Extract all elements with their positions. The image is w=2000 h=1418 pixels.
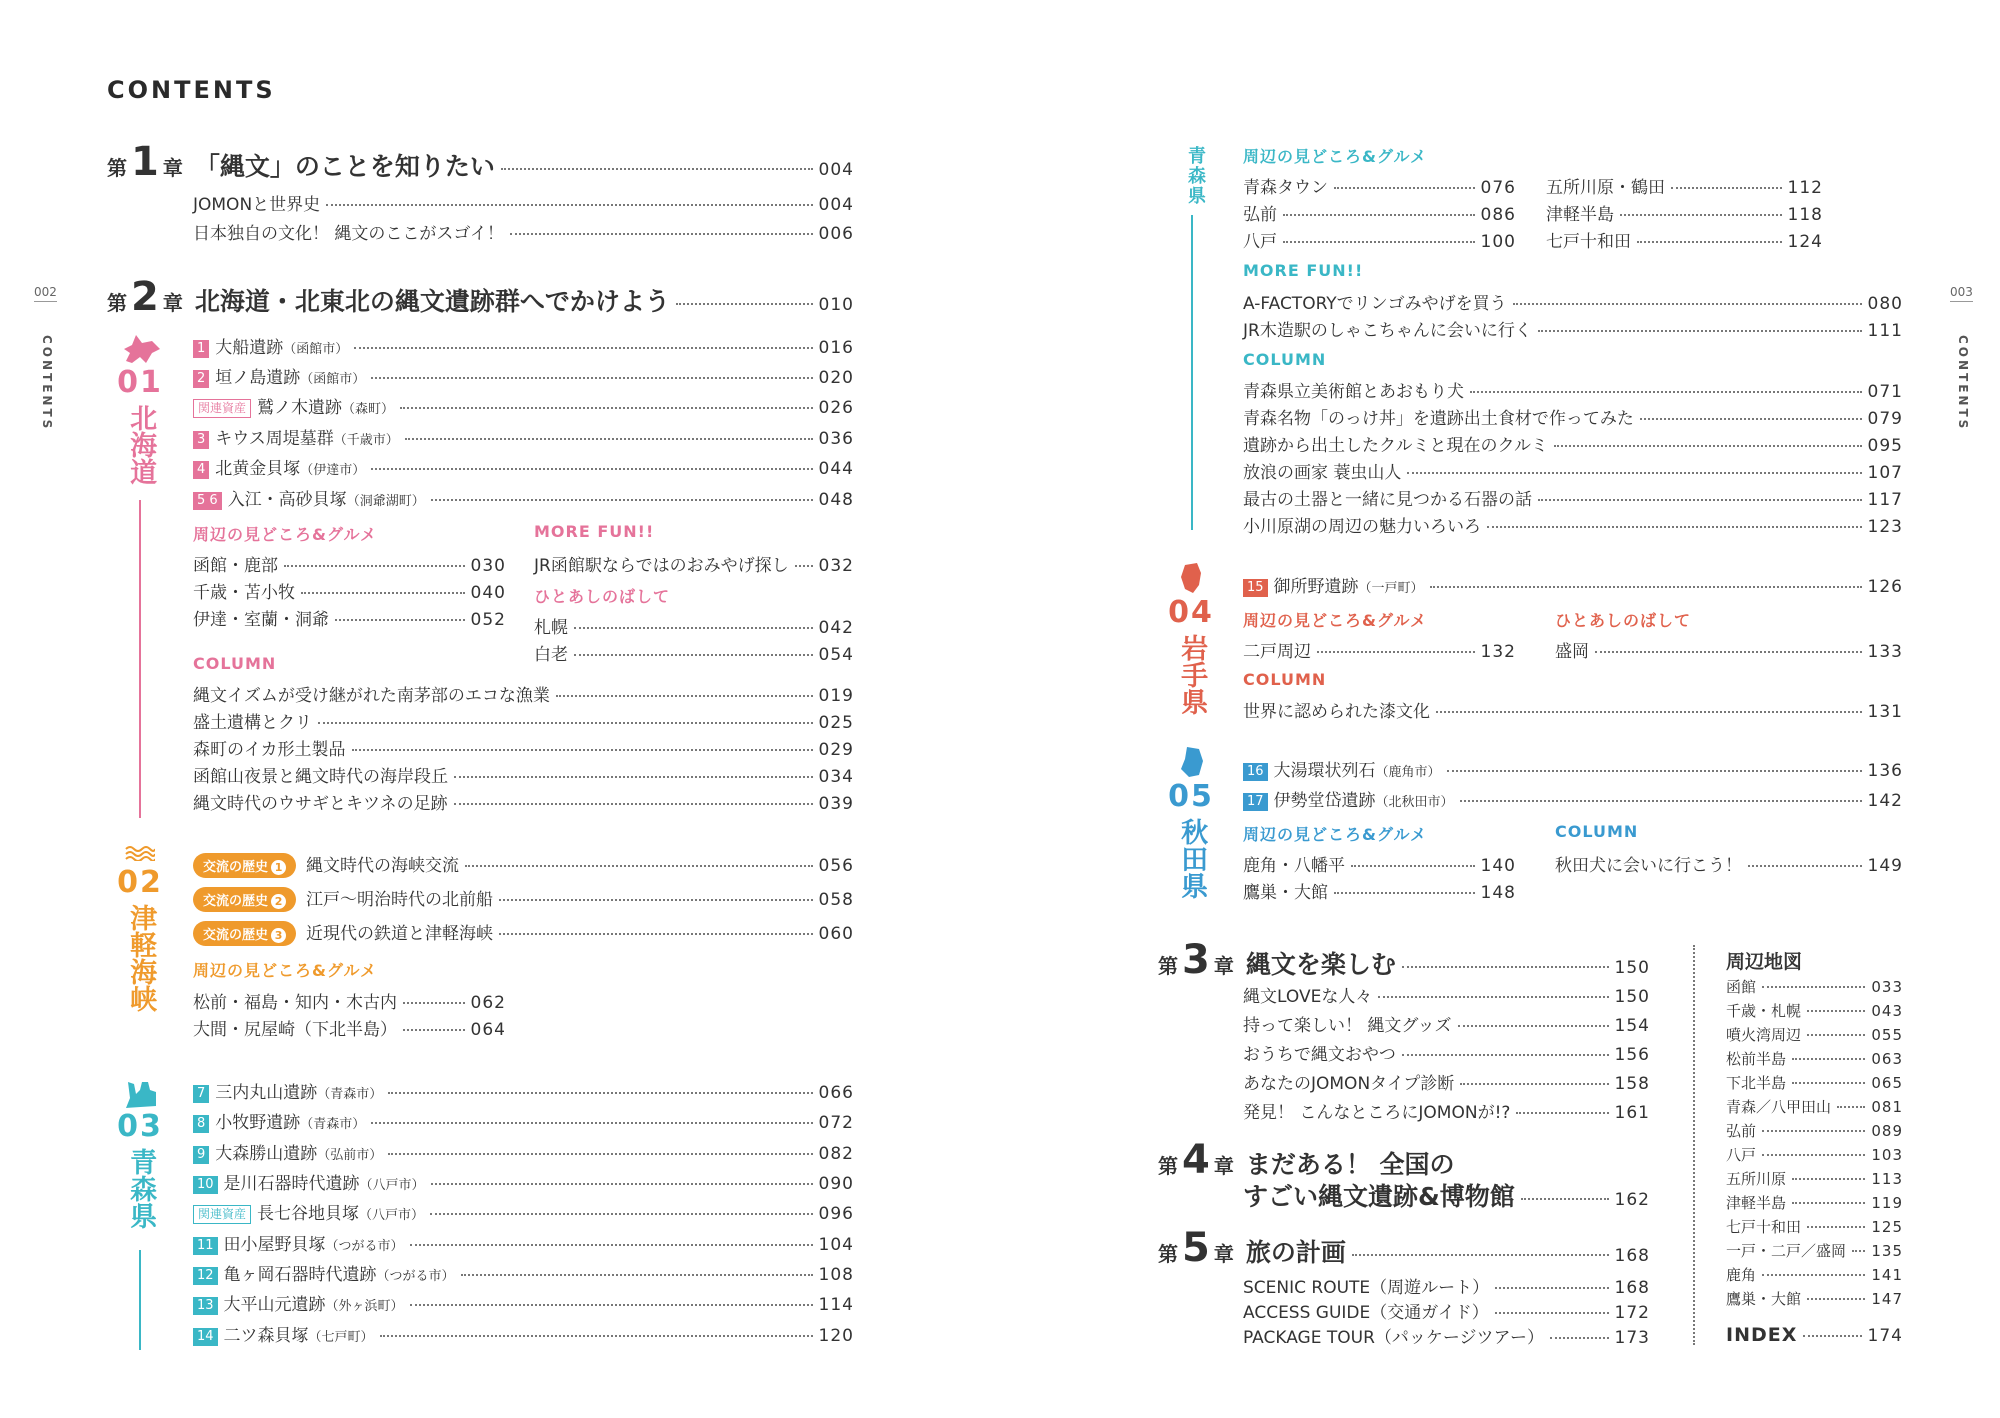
site-entry[interactable]: 10 是川石器時代遺跡（八戸市） 090 bbox=[193, 1169, 854, 1194]
site-entry[interactable]: 2 垣ノ島遺跡（函館市） 020 bbox=[193, 363, 854, 388]
chapter-2-heading[interactable] bbox=[107, 274, 854, 320]
iwate-map-icon bbox=[1179, 563, 1203, 593]
section-column-label: COLUMN bbox=[193, 654, 277, 673]
site-entry[interactable]: 4 北黄金貝塚（伊達市） 044 bbox=[193, 454, 854, 479]
chapter-suffix: 章 bbox=[162, 156, 183, 180]
region-iwate bbox=[1161, 595, 1221, 715]
toc-entry[interactable]: JR木造駅のしゃこちゃんに会いに行く 111 bbox=[1243, 321, 1903, 341]
wave-icon bbox=[125, 845, 155, 861]
site-entry[interactable]: 16 大湯環状列石（鹿角市） 136 bbox=[1243, 756, 1903, 781]
chapter-4-subtitle[interactable] bbox=[1243, 1177, 1650, 1213]
site-entry[interactable]: 12 亀ヶ岡石器時代遺跡（つがる市） 108 bbox=[193, 1260, 854, 1285]
region-divider bbox=[139, 1250, 141, 1350]
section-column-label: COLUMN bbox=[1555, 822, 1639, 841]
site-entry[interactable]: 11 田小屋野貝塚（つがる市） 104 bbox=[193, 1230, 854, 1255]
toc-entry[interactable]: PACKAGE TOUR（パッケージツアー） 173 bbox=[1243, 1328, 1650, 1348]
toc-entry[interactable]: 秋田犬に会いに行こう！ 149 bbox=[1555, 856, 1903, 876]
maps-divider bbox=[1693, 945, 1695, 1345]
section-gourmet-label: 周辺の見どころ&グルメ bbox=[193, 961, 377, 980]
region-number: 02 bbox=[117, 865, 163, 900]
site-entry[interactable]: 7 三内丸山遺跡（青森市） 066 bbox=[193, 1078, 854, 1103]
chapter-number: 4 bbox=[1182, 1137, 1210, 1183]
page-number: 004 bbox=[818, 160, 854, 180]
section-morefun-label: MORE FUN!! bbox=[1243, 261, 1364, 280]
toc-entry[interactable]: おうちで縄文おやつ 156 bbox=[1243, 1045, 1650, 1065]
toc-entry[interactable]: 弘前 086 bbox=[1243, 205, 1516, 225]
chapter-title: 「縄文」のことを知りたい bbox=[194, 152, 495, 181]
site-entry[interactable]: 関連資産 鷲ノ木遺跡（森町） 026 bbox=[193, 393, 854, 418]
map-entry[interactable]: 七戸十和田 125 bbox=[1726, 1218, 1903, 1236]
right-side-label: CONTENTS bbox=[1956, 335, 1970, 432]
region-divider bbox=[1191, 215, 1193, 530]
map-entry[interactable]: 津軽半島 119 bbox=[1726, 1194, 1903, 1212]
toc-entry[interactable]: 盛土遺構とクリ 025 bbox=[193, 713, 854, 733]
section-hitoashi-label: ひとあしのばして bbox=[1555, 611, 1692, 630]
map-entry[interactable]: 一戸・二戸／盛岡 135 bbox=[1726, 1242, 1903, 1260]
toc-entry[interactable]: 伊達・室蘭・洞爺 052 bbox=[193, 610, 506, 630]
toc-entry[interactable]: 函館山夜景と縄文時代の海岸段丘 034 bbox=[193, 767, 854, 787]
hokkaido-map-icon bbox=[122, 333, 162, 367]
toc-entry[interactable]: 函館・鹿部 030 bbox=[193, 556, 506, 576]
aomori-map-icon bbox=[124, 1080, 158, 1110]
chapter-number: 5 bbox=[1182, 1225, 1210, 1271]
region-aomori bbox=[110, 1109, 170, 1229]
chapter-title: 北海道・北東北の縄文遺跡群へでかけよう bbox=[194, 287, 670, 316]
chapter-4-heading[interactable] bbox=[1158, 1137, 1650, 1183]
toc-entry[interactable]: 発見！ こんなところにJOMONが!? 161 bbox=[1243, 1103, 1650, 1123]
toc-entry[interactable]: 縄文時代のウサギとキツネの足跡 039 bbox=[193, 794, 854, 814]
toc-entry[interactable]: 鷹巣・大館 148 bbox=[1243, 883, 1516, 903]
toc-entry[interactable]: 二戸周辺 132 bbox=[1243, 642, 1516, 662]
chapter-title: 縄文を楽しむ bbox=[1245, 950, 1396, 979]
region-name: 秋田県 bbox=[1176, 818, 1208, 899]
toc-entry[interactable]: 森町のイカ形土製品 029 bbox=[193, 740, 854, 760]
toc-entry[interactable]: 千歳・苫小牧 040 bbox=[193, 583, 506, 603]
toc-entry[interactable]: 縄文イズムが受け継がれた南茅部のエコな漁業 019 bbox=[193, 686, 854, 706]
map-entry[interactable]: 鹿角 141 bbox=[1726, 1266, 1903, 1284]
left-page-number: 002 bbox=[34, 285, 57, 302]
section-gourmet-label: 周辺の見どころ&グルメ bbox=[1243, 147, 1427, 166]
map-entry[interactable]: 弘前 089 bbox=[1726, 1122, 1903, 1140]
site-entry[interactable]: 13 大平山元遺跡（外ヶ浜町） 114 bbox=[193, 1290, 854, 1315]
toc-entry[interactable]: 縄文LOVEな人々 150 bbox=[1243, 987, 1650, 1007]
site-entry[interactable]: 15 御所野遺跡（一戸町） 126 bbox=[1243, 572, 1903, 597]
toc-entry[interactable]: 最古の土器と一緒に見つかる石器の話 117 bbox=[1243, 490, 1903, 510]
map-entry[interactable]: 鷹巣・大館 147 bbox=[1726, 1290, 1903, 1308]
section-column-label: COLUMN bbox=[1243, 350, 1327, 369]
toc-entry[interactable]: 青森県立美術館とあおもり犬 071 bbox=[1243, 382, 1903, 402]
region-tsugaru bbox=[110, 865, 170, 1012]
chapter-suffix: 章 bbox=[1213, 1154, 1234, 1178]
toc-entry[interactable]: 七戸十和田 124 bbox=[1546, 232, 1823, 252]
map-entry[interactable]: 函館 033 bbox=[1726, 978, 1903, 996]
site-entry[interactable]: 17 伊勢堂岱遺跡（北秋田市） 142 bbox=[1243, 786, 1903, 811]
page-title: CONTENTS bbox=[107, 76, 276, 104]
region-akita bbox=[1161, 779, 1221, 899]
left-side-label: CONTENTS bbox=[40, 335, 54, 432]
akita-map-icon bbox=[1179, 747, 1205, 777]
right-page-number: 003 bbox=[1950, 285, 1973, 302]
map-entry[interactable]: 千歳・札幌 043 bbox=[1726, 1002, 1903, 1020]
toc-entry[interactable]: あなたのJOMONタイプ診断 158 bbox=[1243, 1074, 1650, 1094]
toc-entry[interactable]: 札幌 042 bbox=[534, 618, 854, 638]
region-number: 05 bbox=[1168, 779, 1214, 814]
toc-entry[interactable]: 八戸 100 bbox=[1243, 232, 1516, 252]
toc-entry[interactable]: 持って楽しい！ 縄文グッズ 154 bbox=[1243, 1016, 1650, 1036]
chapter-5-heading[interactable] bbox=[1158, 1225, 1650, 1271]
page-number: 150 bbox=[1614, 958, 1650, 978]
region-number: 01 bbox=[117, 365, 163, 400]
chapter-suffix: 章 bbox=[162, 291, 183, 315]
chapter-number: 2 bbox=[131, 274, 159, 320]
map-entry[interactable]: 五所川原 113 bbox=[1726, 1170, 1903, 1188]
section-column-label: COLUMN bbox=[1243, 670, 1327, 689]
chapter-prefix: 第 bbox=[1158, 1242, 1178, 1266]
section-morefun-label: MORE FUN!! bbox=[534, 522, 655, 541]
toc-entry[interactable]: 青森名物「のっけ丼」を遺跡出土食材で作ってみた 079 bbox=[1243, 409, 1903, 429]
map-entry[interactable]: 松前半島 063 bbox=[1726, 1050, 1903, 1068]
toc-entry[interactable]: JR函館駅ならではのおみやげ探し 032 bbox=[534, 556, 854, 576]
toc-entry[interactable]: 青森タウン 076 bbox=[1243, 178, 1516, 198]
section-gourmet-label: 周辺の見どころ&グルメ bbox=[1243, 611, 1427, 630]
region-name: 岩手県 bbox=[1176, 634, 1208, 715]
toc-entry[interactable]: 鹿角・八幡平 140 bbox=[1243, 856, 1516, 876]
toc-entry[interactable]: 大間・尻屋崎（下北半島） 064 bbox=[193, 1020, 506, 1040]
chapter-prefix: 第 bbox=[107, 156, 127, 180]
chapter-prefix: 第 bbox=[107, 291, 127, 315]
chapter-prefix: 第 bbox=[1158, 1154, 1178, 1178]
region-name: 青森県 bbox=[125, 1148, 157, 1229]
toc-entry[interactable]: 日本独自の文化！ 縄文のここがスゴイ！ 006 bbox=[193, 224, 854, 244]
toc-entry[interactable]: 白老 054 bbox=[534, 645, 854, 665]
chapter-title: 旅の計画 bbox=[1245, 1238, 1346, 1267]
chapter-3-heading[interactable] bbox=[1158, 937, 1650, 983]
region-label-aomori: 青森県 bbox=[1185, 146, 1206, 206]
map-entry[interactable]: 噴火湾周辺 055 bbox=[1726, 1026, 1903, 1044]
site-entry[interactable]: 5 6 入江・高砂貝塚（洞爺湖町） 048 bbox=[193, 485, 854, 510]
map-entry[interactable]: 下北半島 065 bbox=[1726, 1074, 1903, 1092]
region-number: 04 bbox=[1168, 595, 1214, 630]
site-entry[interactable]: 関連資産 長七谷地貝塚（八戸市） 096 bbox=[193, 1199, 854, 1224]
chapter-number: 3 bbox=[1182, 937, 1210, 983]
section-hitoashi-label: ひとあしのばして bbox=[534, 587, 671, 606]
toc-entry[interactable]: 松前・福島・知内・木古内 062 bbox=[193, 993, 506, 1013]
site-entry[interactable]: 1 大船遺跡（函館市） 016 bbox=[193, 333, 854, 358]
region-name: 北海道 bbox=[125, 404, 157, 485]
site-entry[interactable]: 9 大森勝山遺跡（弘前市） 082 bbox=[193, 1139, 854, 1164]
map-entry[interactable]: 八戸 103 bbox=[1726, 1146, 1903, 1164]
maps-heading: 周辺地図 bbox=[1726, 951, 1803, 973]
toc-entry[interactable]: JOMONと世界史 004 bbox=[193, 195, 854, 215]
history-entry[interactable]: 交流の歴史 1 縄文時代の海峡交流 056 bbox=[193, 851, 854, 878]
page-number: 010 bbox=[818, 295, 854, 315]
history-entry[interactable]: 交流の歴史 3 近現代の鉄道と津軽海峡 060 bbox=[193, 919, 854, 946]
toc-entry[interactable]: 津軽半島 118 bbox=[1546, 205, 1823, 225]
region-number: 03 bbox=[117, 1109, 163, 1144]
toc-entry[interactable]: 小川原湖の周辺の魅力いろいろ 123 bbox=[1243, 517, 1903, 537]
toc-entry[interactable]: 盛岡 133 bbox=[1555, 642, 1903, 662]
chapter-1-heading[interactable] bbox=[107, 139, 854, 185]
chapter-title: まだある！ 全国の bbox=[1245, 1150, 1455, 1179]
site-entry[interactable]: 14 二ツ森貝塚（七戸町） 120 bbox=[193, 1321, 854, 1346]
chapter-title: すごい縄文遺跡&博物館 bbox=[1243, 1182, 1515, 1211]
toc-entry[interactable]: SCENIC ROUTE（周遊ルート） 168 bbox=[1243, 1278, 1650, 1298]
section-gourmet-label: 周辺の見どころ&グルメ bbox=[193, 525, 377, 544]
toc-entry[interactable]: 世界に認められた漆文化 131 bbox=[1243, 702, 1903, 722]
chapter-suffix: 章 bbox=[1213, 1242, 1234, 1266]
chapter-prefix: 第 bbox=[1158, 954, 1178, 978]
site-entry[interactable]: 3 キウス周堤墓群（千歳市） 036 bbox=[193, 424, 854, 449]
page-number: 162 bbox=[1614, 1190, 1650, 1210]
section-gourmet-label: 周辺の見どころ&グルメ bbox=[1243, 825, 1427, 844]
region-divider bbox=[139, 500, 141, 818]
toc-entry[interactable]: 遺跡から出土したクルミと現在のクルミ 095 bbox=[1243, 436, 1903, 456]
map-entry[interactable]: 青森／八甲田山 081 bbox=[1726, 1098, 1903, 1116]
index-entry[interactable]: INDEX 174 bbox=[1726, 1324, 1903, 1346]
toc-entry[interactable]: A-FACTORYでリンゴみやげを買う 080 bbox=[1243, 294, 1903, 314]
page-number: 168 bbox=[1614, 1246, 1650, 1266]
chapter-number: 1 bbox=[131, 139, 159, 185]
region-name: 津軽海峡 bbox=[125, 904, 157, 1012]
toc-entry[interactable]: ACCESS GUIDE（交通ガイド） 172 bbox=[1243, 1303, 1650, 1323]
chapter-suffix: 章 bbox=[1213, 954, 1234, 978]
region-hokkaido bbox=[110, 365, 170, 485]
toc-entry[interactable]: 放浪の画家 蓑虫山人 107 bbox=[1243, 463, 1903, 483]
site-entry[interactable]: 8 小牧野遺跡（青森市） 072 bbox=[193, 1108, 854, 1133]
history-entry[interactable]: 交流の歴史 2 江戸〜明治時代の北前船 058 bbox=[193, 885, 854, 912]
toc-entry[interactable]: 五所川原・鶴田 112 bbox=[1546, 178, 1823, 198]
